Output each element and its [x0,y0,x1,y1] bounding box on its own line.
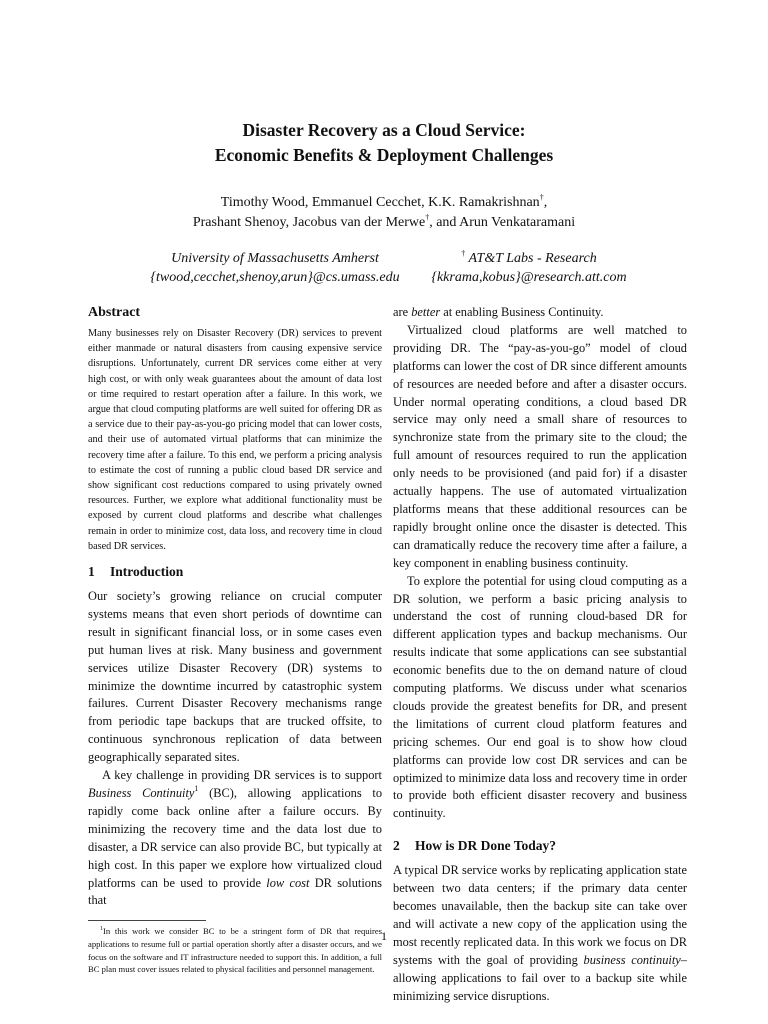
section-1-number: 1 [88,564,95,580]
author-line-1 [0,193,768,213]
s2-p1-em: business continuity [583,952,681,967]
intro-continuation [393,304,687,322]
section-1-title: Introduction [110,564,184,580]
right-column [393,304,687,1006]
cont-em: better [411,305,441,319]
affiliation-left [130,249,420,287]
author-names-3: , and Arun Venkataramani [429,215,576,230]
footnote-1-text: In this work we consider BC to be a stringent form of DR that requires applications to resume full or partial operation shortly after a disaster occurs, and we focus on the software and IT infrastructure needed to support this. In addition, a full BC plan must cover issues related to physical facilities and personnel management. [88,926,382,975]
intro-p2-b: (BC), allowing applications to rapidly come back online after a failure occurs. By minimizing the recovery time and the data lost due to disaster, a DR service can also provide BC, but typically at high cost. In this paper we explore how virtualized cloud platforms can be used to provide [88,786,383,890]
intro-paragraph-1: Our society’s growing reliance on crucial computer systems means that even short periods of downtime can result in significant financial loss, or in some cases even put human lives at risk. Many business and government services utilize Disaster Recovery (DR) systems to minimize the downtime incurred by catastrophic system failures. Current Disaster Recovery mechanisms range from periodic tape backups that are trucked offsite, to continuous synchronous replication of data between geographically separated sites. [88,589,382,765]
author-mark-2: † [425,213,430,222]
author-mark-1: † [539,193,544,202]
s2-p1-b: –allowing applications to fail over to a backup site while minimizing service disruptions. [393,952,687,1003]
intro-paragraph-4: To explore the potential for using cloud computing as a DR solution, we perform a basic pricing analysis to understand the cost of running cloud-based DR for different application types and backup mechanisms. Our results indicate that some applications can see substantial economic benefits due to the on demand nature of cloud computing platforms. We discuss under what scenarios clouds provide the greatest benefits for DR, and present the limitations of current cloud platform features and pricing schemes. Our end goal is to show how cloud platforms can provide low cost DR services and can be optimized to minimize data loss and recovery time in order to provide both efficient disaster recovery and business continuity. [393,573,687,821]
cont-a: are [393,305,412,319]
footnote-ref-1: 1 [194,784,199,794]
footnote-1-mark: 1 [100,926,103,933]
affiliation-left-name: University of Massachusetts Amherst [171,251,379,266]
intro-p2-em: low cost [266,875,310,890]
page-number: 1 [381,929,387,943]
author-names-1: Timothy Wood, Emmanuel Cecchet, K.K. Ramakrishnan [220,195,540,210]
section-2-number: 2 [393,838,400,854]
abstract-heading: Abstract [88,305,141,320]
affiliation-right-name [414,249,644,268]
section-1-heading [88,563,382,581]
paper-title-line-1: Disaster Recovery as a Cloud Service: [242,120,526,140]
s2-p1-a: A typical DR service works by replicating application state between two data centers; if the primary data center becomes unavailable, then the backup site can take over and will activate a new copy of the application using the most recently replicated data. In this work we focus on DR systems with the goal of providing [393,863,687,967]
intro-p2-a: A key challenge in providing DR services is to support [102,768,382,783]
abstract-text: Many businesses rely on Disaster Recovery (DR) services to prevent either manmade or natural disasters from causing expensive service disruptions. Unfortunately, current DR services come either at very high cost, or with only weak guarantees about the amount of data lost or time required to restart operation after a failure. In this work, we argue that cloud computing platforms are well suited for offering DR as a service due to their pay-as-you-go pricing model that can lower costs, and their use of automated virtual platforms that can minimize the recovery time after a failure. To this end, we perform a pricing analysis to estimate the cost of running a public cloud based DR service and show significant cost reductions compared to using privately owned resources. Further, we explore what additional functionality must be exposed by current cloud platforms and describe what challenges remain in order to minimize cost, data loss, and recovery time in cloud based DR services. [88,328,382,552]
footnote-divider [88,920,206,921]
affiliation-right-email: {kkrama,kobus}@research.att.com [431,270,627,285]
affiliation-right-label: AT&T Labs - Research [468,251,597,266]
cont-b: at enabling Business Continuity. [440,305,604,319]
affiliation-left-email: {twood,cecchet,shenoy,arun}@cs.umass.edu [150,270,400,285]
section-2-heading [393,837,687,855]
paper-title-line-2: Economic Benefits & Deployment Challenges [214,145,554,165]
intro-p2-term: Business Continuity [88,786,195,801]
left-column [88,304,382,976]
affiliation-right [414,249,644,287]
intro-paragraph-3: Virtualized cloud platforms are well matched to providing DR. The “pay-as-you-go” model of cloud platforms can lower the cost of DR since different amounts of resources are needed before and after a disaster occurs. Under normal operating conditions, a cloud based DR service may only need a small share of resources to synchronize state from the primary site to the cloud; the full amount of resources required to run the application only needs to be provisioned (and paid for) if a disaster actually happens. The use of automated virtualization platforms means that these additional resources can be rapidly brought online once the disaster is detected. This can dramatically reduce the recovery time after a failure, a key component in enabling business continuity. [393,322,687,570]
author-line-2 [0,213,768,233]
author-names-2: Prashant Shenoy, Jacobus van der Merwe [192,215,426,230]
section-2-title: How is DR Done Today? [415,838,557,854]
intro-p2-c: DR solutions that [88,875,382,908]
affiliation-right-mark: † [461,249,466,258]
author-sep-1: , [543,195,548,210]
intro-paragraph-2 [88,767,382,910]
